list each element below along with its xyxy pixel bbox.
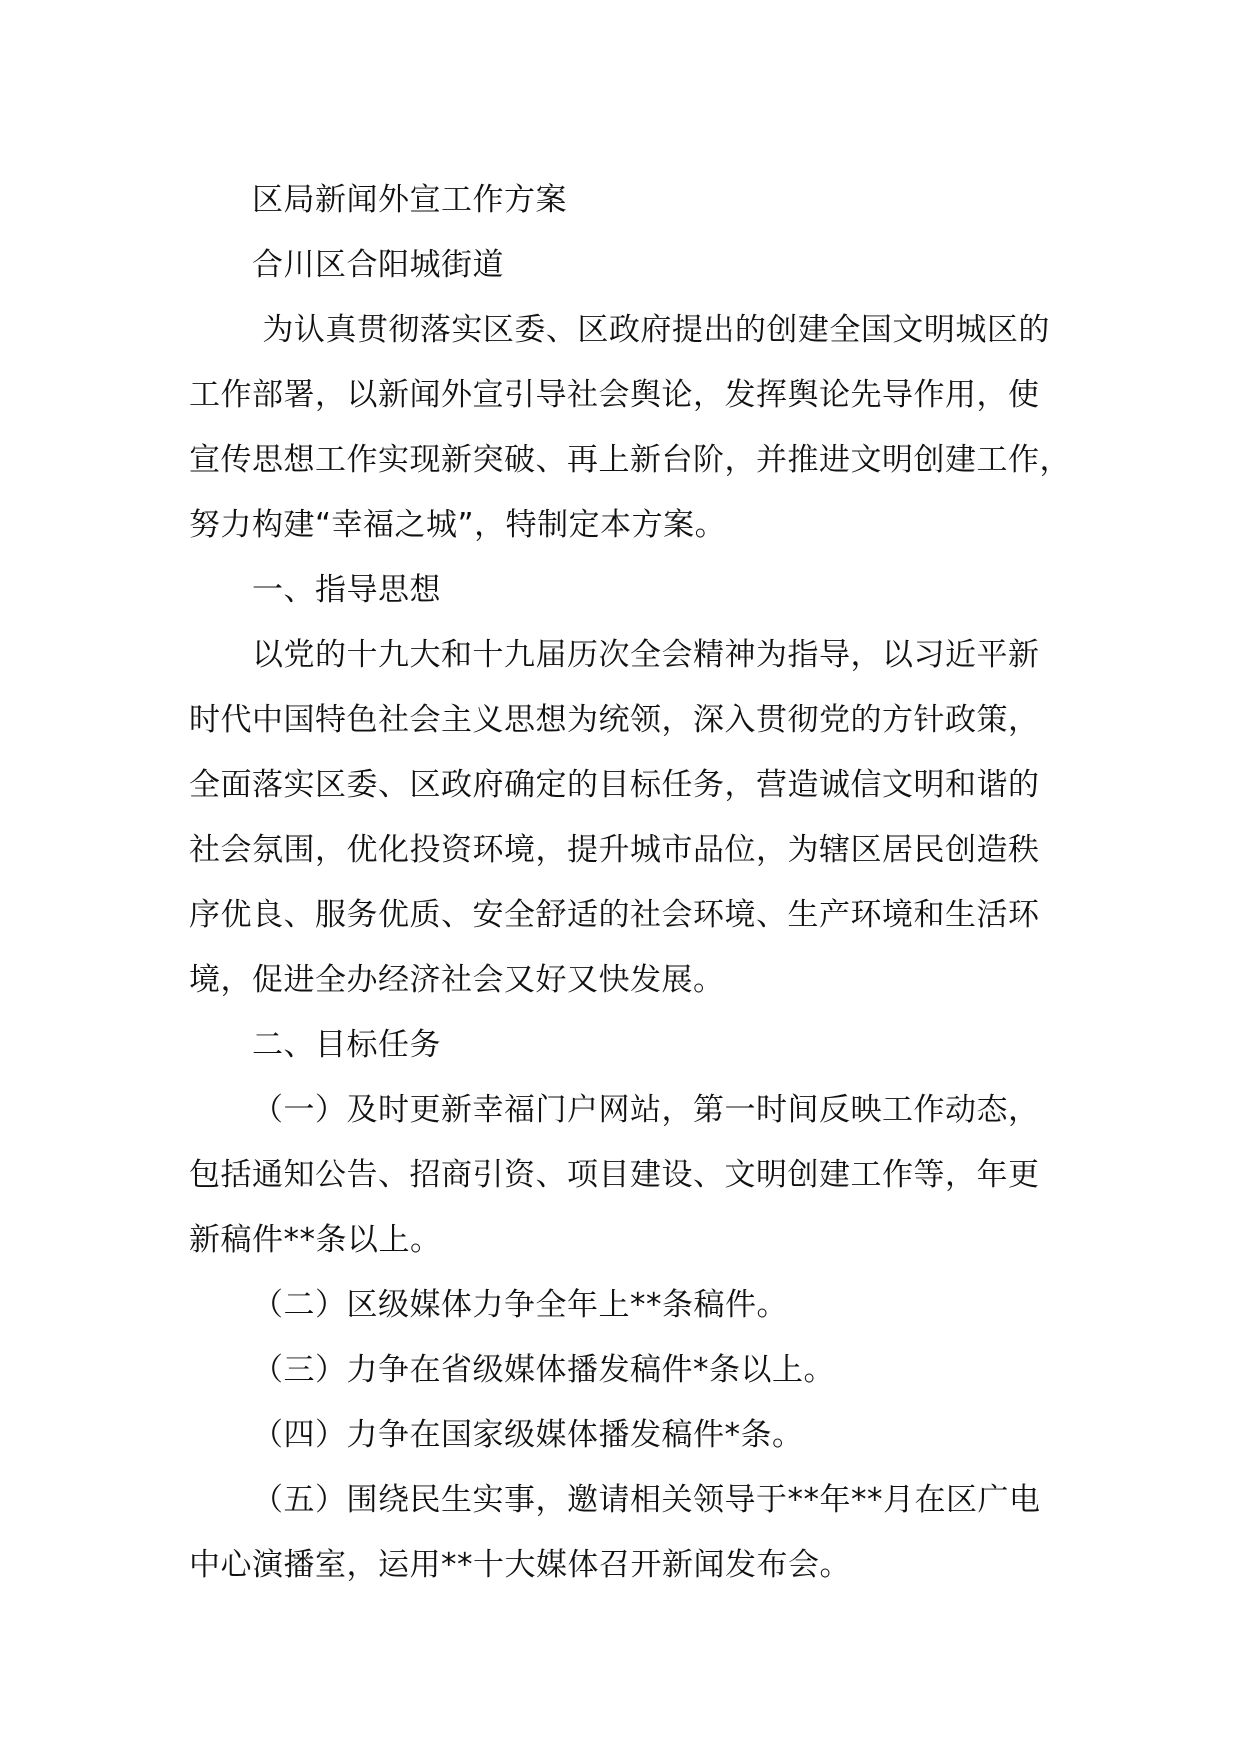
- guiding-ideology-line: 时代中国特色社会主义思想为统领，深入贯彻党的方针政策，: [189, 702, 1040, 738]
- section-heading-target-tasks: 二、目标任务: [252, 1027, 441, 1063]
- intro-line: 为认真贯彻落实区委、区政府提出的创建全国文明城区的: [252, 312, 1050, 348]
- intro-line: 努力构建“幸福之城”，特制定本方案。: [189, 507, 727, 543]
- task-2: （二）区级媒体力争全年上**条稿件。: [252, 1287, 788, 1323]
- section-heading-guiding-ideology: 一、指导思想: [252, 572, 441, 608]
- guiding-ideology-line: 序优良、服务优质、安全舒适的社会环境、生产环境和生活环: [189, 897, 1040, 933]
- guiding-ideology-line: 境，促进全办经济社会又好又快发展。: [189, 962, 725, 998]
- task-1-line: 包括通知公告、招商引资、项目建设、文明创建工作等，年更: [189, 1157, 1040, 1193]
- document-title: 区局新闻外宣工作方案: [252, 182, 567, 218]
- task-1-line: 新稿件**条以上。: [189, 1222, 442, 1258]
- task-1-line: （一）及时更新幸福门户网站，第一时间反映工作动态，: [252, 1092, 1040, 1128]
- task-4: （四）力争在国家级媒体播发稿件*条。: [252, 1417, 804, 1453]
- intro-line: 宣传思想工作实现新突破、再上新台阶，并推进文明创建工作，: [189, 442, 1071, 478]
- guiding-ideology-line: 社会氛围，优化投资环境，提升城市品位，为辖区居民创造秩: [189, 832, 1040, 868]
- task-5-line: （五）围绕民生实事，邀请相关领导于**年**月在区广电: [252, 1482, 1041, 1518]
- intro-line: 工作部署，以新闻外宣引导社会舆论，发挥舆论先导作用，使: [189, 377, 1040, 413]
- guiding-ideology-line: 全面落实区委、区政府确定的目标任务，营造诚信文明和谐的: [189, 767, 1040, 803]
- guiding-ideology-line: 以党的十九大和十九届历次全会精神为指导，以习近平新: [252, 637, 1040, 673]
- document-page: [189, 168, 1089, 1598]
- task-3: （三）力争在省级媒体播发稿件*条以上。: [252, 1352, 835, 1388]
- task-5-line: 中心演播室，运用**十大媒体召开新闻发布会。: [189, 1547, 851, 1583]
- organization-name: 合川区合阳城街道: [252, 247, 504, 283]
